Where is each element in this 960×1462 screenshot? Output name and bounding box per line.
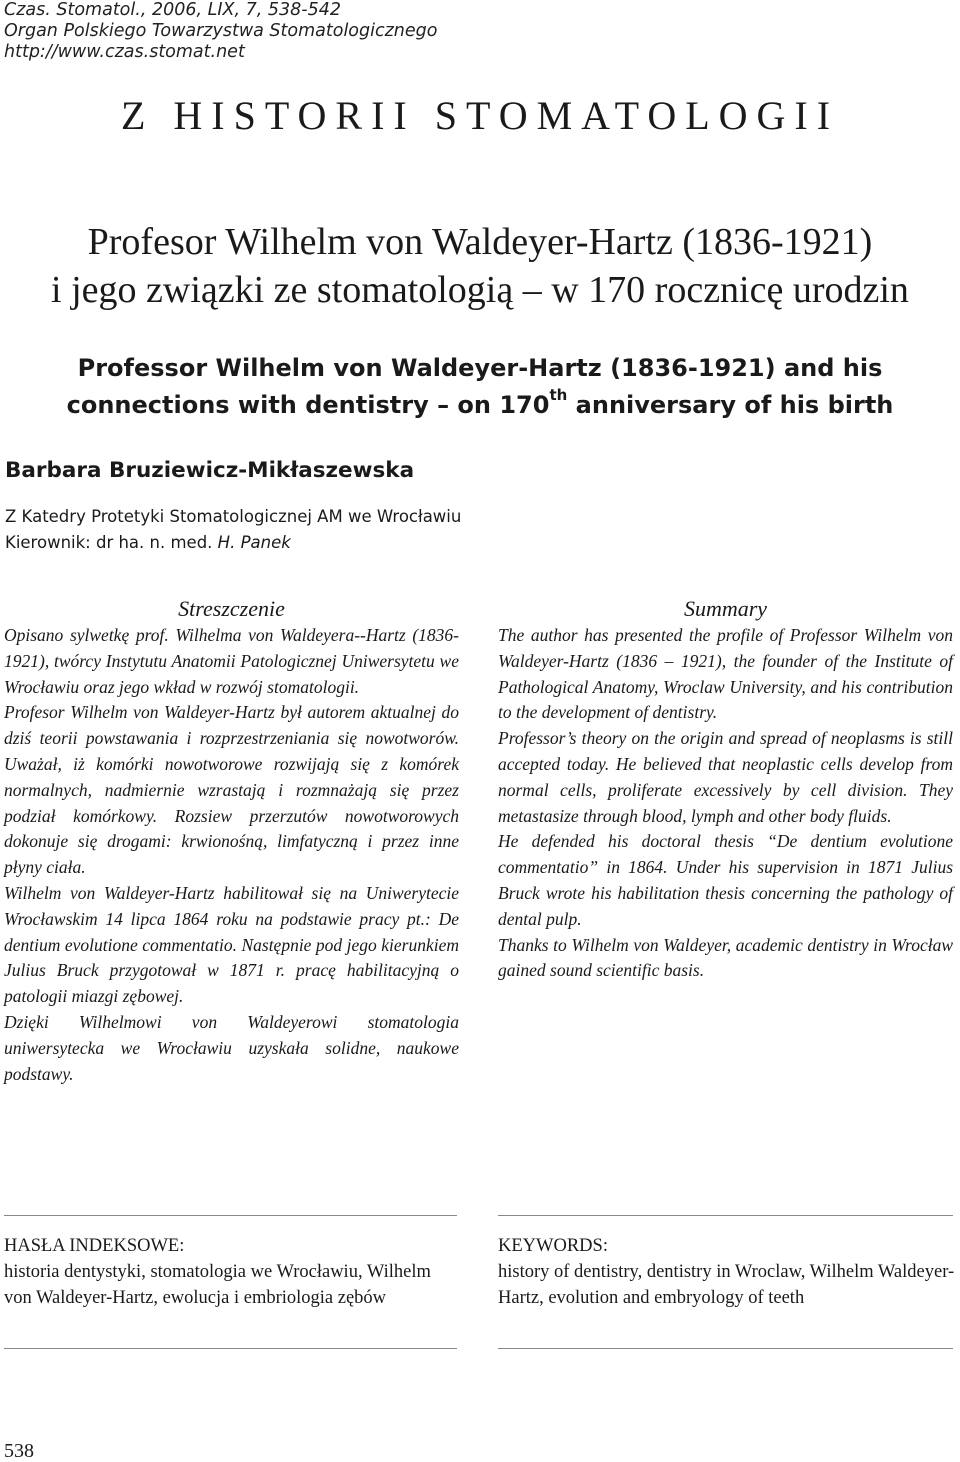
journal-citation: Czas. Stomatol., 2006, LIX, 7, 538-542: [4, 0, 342, 20]
title-english-superscript: th: [549, 386, 568, 404]
abstract-polish-paragraph: Opisano sylwetkę prof. Wilhelma von Waldeyera--Hartz (1836-1921), twórcy Instytutu Anatomii Patologicznej Uniwersytetu we Wrocławiu oraz jego wkład w rozwój stomatologii.: [4, 625, 459, 697]
journal-organ: Organ Polskiego Towarzystwa Stomatologicznego: [4, 21, 438, 41]
title-english-line2-start: connections with dentistry – on 170: [66, 391, 550, 419]
abstract-english-paragraph: The author has presented the profile of Professor Wilhelm von Waldeyer-Hartz (1836 – 1921), the founder of the Institute of Pathological Anatomy, Wroclaw University, and his contribution to the development of dentistry.: [498, 625, 953, 723]
abstract-polish-paragraph: Profesor Wilhelm von Waldeyer-Hartz był autorem aktualnej do dziś teorii powstawania i rozprzestrzeniania się nowotworów. Uważał, iż komórki nowotworowe rozwijają się z komórek normalnych, nadmiernie wzrastają i rozmnażają się przez podział komórkowy. Rozsiew przerzutów nowotworowych dokonuje się drogami: krwionośną, limfatyczną i przez inne płyny ciała.: [4, 702, 459, 878]
title-polish: [0, 218, 960, 314]
divider: [498, 1348, 953, 1349]
page-number: 538: [4, 1440, 34, 1462]
divider: [4, 1348, 457, 1349]
title-english-line2-end: anniversary of his birth: [567, 391, 894, 419]
abstract-english-paragraph: He defended his doctoral thesis “De dentium evolutione commentatio” in 1864. Under his supervision in 1871 Julius Bruck wrote his habilitation thesis concerning the pathology of dental pulp.: [498, 831, 953, 929]
title-english-line2: [0, 387, 960, 424]
keywords-english-text: history of dentistry, dentistry in Wroclaw, Wilhelm Waldeyer-Hartz, evolution and embryology of teeth: [498, 1262, 955, 1308]
title-english: [0, 350, 960, 424]
abstract-english-heading: Summary: [683, 596, 768, 621]
keywords-english-heading: KEYWORDS:: [498, 1236, 608, 1256]
section-title: Z HISTORII STOMATOLOGII: [120, 93, 840, 138]
author-name: Barbara Bruziewicz-Mikłaszewska: [5, 458, 415, 483]
title-english-line1: Professor Wilhelm von Waldeyer-Hartz (1836-1921) and his: [77, 354, 883, 382]
divider: [498, 1215, 953, 1216]
journal-header: [4, 0, 437, 63]
affiliation-head-name: H. Panek: [217, 533, 291, 552]
abstract-polish-paragraph: Dzięki Wilhelmowi von Waldeyerowi stomatologia uniwersytecka we Wrocławiu uzyskała solidne, naukowe podstawy.: [4, 1011, 459, 1084]
keywords-english: [498, 1233, 956, 1311]
affiliation: [5, 504, 461, 556]
keywords-polish: [4, 1233, 462, 1311]
title-polish-line2: i jego związki ze stomatologią – w 170 rocznicę urodzin: [51, 269, 909, 311]
abstract-english: [498, 595, 953, 984]
abstract-polish-heading: Streszczenie: [178, 596, 285, 621]
title-polish-line1: Profesor Wilhelm von Waldeyer-Hartz (1836-1921): [87, 221, 873, 263]
divider: [4, 1215, 457, 1216]
journal-url[interactable]: http://www.czas.stomat.net: [4, 42, 245, 62]
keywords-polish-text: historia dentystyki, stomatologia we Wrocławiu, Wilhelm von Waldeyer-Hartz, ewolucja i embriologia zębów: [4, 1262, 431, 1308]
abstract-polish-paragraph: Wilhelm von Waldeyer-Hartz habilitował się na Uniwerytecie Wrocławskim 14 lipca 1864 roku na podstawie pracy pt.: De dentium evolutione commentatio. Następnie pod jego kierunkiem Julius Bruck przygotował w 1871 r. pracę habilitacyjną o patologii miazgi zębowej.: [4, 882, 459, 1007]
keywords-polish-heading: HASŁA INDEKSOWE:: [4, 1236, 185, 1256]
affiliation-head: [5, 530, 461, 556]
abstract-english-paragraph: Professor’s theory on the origin and spread of neoplasms is still accepted today. He believed that neoplastic cells develop from normal cells, proliferate excessively by cell division. They metastasize through blood, lymph and other body fluids.: [498, 728, 953, 826]
abstract-polish: [4, 595, 459, 1087]
abstract-english-paragraph: Thanks to Wilhelm von Waldeyer, academic dentistry in Wrocław gained sound scientific basis.: [498, 934, 953, 981]
affiliation-department: Z Katedry Protetyki Stomatologicznej AM we Wrocławiu: [5, 507, 462, 526]
affiliation-head-label: Kierownik: dr ha. n. med.: [5, 533, 218, 552]
